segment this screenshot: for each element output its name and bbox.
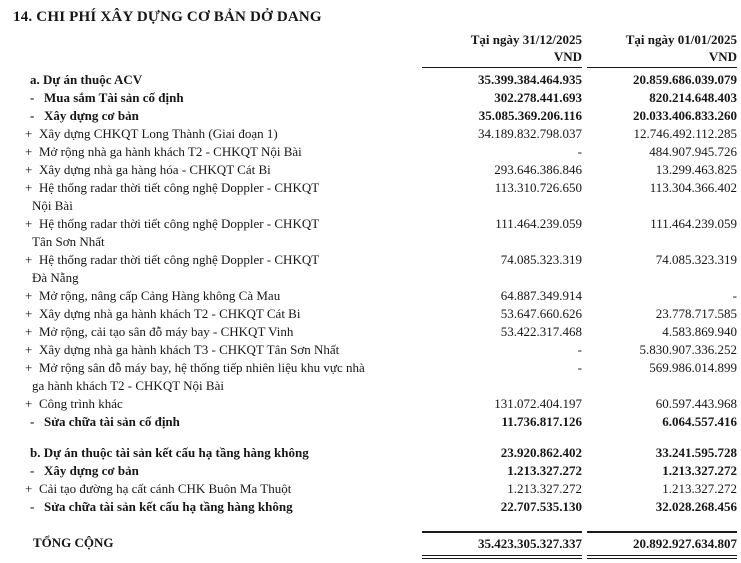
table-row xyxy=(13,89,737,107)
row-label-text: Sửa chữa tài sản cố định xyxy=(44,414,180,429)
table-row xyxy=(13,480,737,498)
row-value-current: 293.646.386.846 xyxy=(494,162,582,177)
row-value-current: 11.736.817.126 xyxy=(501,414,582,429)
row-value-current: 35.399.384.464.935 xyxy=(478,72,582,87)
row-label-line1 xyxy=(25,251,422,269)
row-prefix: + xyxy=(25,252,33,267)
row-value-current: 1.213.327.272 xyxy=(507,481,582,496)
row-label xyxy=(13,323,422,341)
row-label-line1 xyxy=(25,287,422,305)
row-label-line1 xyxy=(30,462,422,480)
row-label-line1 xyxy=(25,161,422,179)
row-label xyxy=(13,107,422,125)
table-row xyxy=(13,498,737,516)
row-value-current: 1.213.327.272 xyxy=(507,463,582,478)
row-spacer xyxy=(13,431,737,444)
row-label-line1 xyxy=(25,179,422,197)
table-row xyxy=(13,305,737,323)
table-body xyxy=(13,71,737,529)
row-prefix: - xyxy=(30,499,35,514)
total-row xyxy=(13,531,737,559)
row-prefix: + xyxy=(25,162,33,177)
row-label-text: Xây dựng nhà ga hành khách T2 - CHKQT Cát Bi xyxy=(39,306,301,321)
table-row xyxy=(13,107,737,125)
row-value-current: 74.085.323.319 xyxy=(500,252,582,267)
row-label-line1 xyxy=(25,305,422,323)
row-spacer xyxy=(13,516,737,529)
column-header-prior xyxy=(587,31,737,68)
column-header-prior-unit: VND xyxy=(708,49,737,64)
row-label xyxy=(13,89,422,107)
row-label xyxy=(13,251,422,287)
row-label xyxy=(13,125,422,143)
row-value-prior: 13.299.463.825 xyxy=(655,162,737,177)
row-value-current: 53.422.317.468 xyxy=(500,324,582,339)
row-label-line1 xyxy=(30,107,422,125)
row-prefix: + xyxy=(25,144,33,159)
row-prefix: + xyxy=(25,360,33,375)
row-value-prior: 60.597.443.968 xyxy=(655,396,737,411)
row-value-current: 23.920.862.402 xyxy=(500,445,582,460)
row-label xyxy=(13,287,422,305)
row-label-text: Xây dựng cơ bản xyxy=(44,108,139,123)
row-label-text: Xây dựng cơ bản xyxy=(44,463,139,478)
row-prefix: + xyxy=(25,126,33,141)
row-value-prior: 74.085.323.319 xyxy=(655,252,737,267)
row-label-line1 xyxy=(30,413,422,431)
row-prefix: + xyxy=(25,481,33,496)
table-row xyxy=(13,215,737,251)
row-prefix: - xyxy=(30,463,35,478)
row-prefix: + xyxy=(25,342,33,357)
table-row xyxy=(13,251,737,287)
table-header xyxy=(13,31,737,68)
row-label xyxy=(13,444,422,462)
row-label-text: Hệ thống radar thời tiết công nghệ Doppler - CHKQT xyxy=(39,216,320,231)
row-label-line1 xyxy=(25,215,422,233)
table-row xyxy=(13,125,737,143)
row-label-line1 xyxy=(25,341,422,359)
row-label-line1 xyxy=(25,480,422,498)
column-header-current xyxy=(422,31,582,68)
row-label xyxy=(13,179,422,215)
row-label-line1 xyxy=(30,89,422,107)
column-header-prior-date: Tại ngày 01/01/2025 xyxy=(625,32,737,47)
row-label-text: Hệ thống radar thời tiết công nghệ Doppler - CHKQT xyxy=(39,252,320,267)
row-prefix: + xyxy=(25,180,33,195)
table-row xyxy=(13,341,737,359)
row-label-line1 xyxy=(25,395,422,413)
table-row xyxy=(13,179,737,215)
row-value-prior: 4.583.869.940 xyxy=(662,324,737,339)
row-label-text: b. Dự án thuộc tài sản kết cấu hạ tầng hàng không xyxy=(30,445,309,460)
table-row xyxy=(13,323,737,341)
row-label xyxy=(13,215,422,251)
row-value-prior: - xyxy=(732,288,737,303)
table-row xyxy=(13,71,737,89)
total-value-current: 35.423.305.327.337 xyxy=(422,531,582,559)
row-value-current: 34.189.832.798.037 xyxy=(478,126,582,141)
row-value-prior: 6.064.557.416 xyxy=(662,414,737,429)
row-label-text: Hệ thống radar thời tiết công nghệ Doppler - CHKQT xyxy=(39,180,320,195)
row-value-current: - xyxy=(577,360,582,375)
row-label-text: a. Dự án thuộc ACV xyxy=(30,72,143,87)
total-label: TỔNG CỘNG xyxy=(33,535,114,550)
row-label xyxy=(13,71,422,89)
table-row xyxy=(13,413,737,431)
row-value-current: - xyxy=(577,144,582,159)
row-label-line1 xyxy=(30,71,422,89)
row-value-current: 131.072.404.197 xyxy=(494,396,582,411)
table-row xyxy=(13,359,737,395)
row-label-line2: Tân Sơn Nhất xyxy=(32,234,105,249)
row-value-current: - xyxy=(577,342,582,357)
row-prefix: + xyxy=(25,216,33,231)
row-label-line1 xyxy=(25,323,422,341)
table-row xyxy=(13,395,737,413)
row-label-line1 xyxy=(30,444,422,462)
row-prefix: - xyxy=(30,90,35,105)
row-value-prior: 820.214.648.403 xyxy=(649,90,737,105)
row-prefix: - xyxy=(30,108,35,123)
row-value-current: 302.278.441.693 xyxy=(494,90,582,105)
row-label-line2: Nội Bài xyxy=(32,198,73,213)
row-value-prior: 23.778.717.585 xyxy=(655,306,737,321)
row-label xyxy=(13,359,422,395)
row-value-prior: 569.986.014.899 xyxy=(649,360,737,375)
row-value-current: 35.085.369.206.116 xyxy=(478,108,582,123)
table-row xyxy=(13,287,737,305)
row-value-current: 22.707.535.130 xyxy=(500,499,582,514)
row-label-text: Xây dựng nhà ga hành khách T3 - CHKQT Tân Sơn Nhất xyxy=(39,342,340,357)
column-header-current-unit: VND xyxy=(553,49,582,64)
row-label-line1 xyxy=(25,359,422,377)
row-value-prior: 20.033.406.833.260 xyxy=(633,108,737,123)
row-value-prior: 484.907.945.726 xyxy=(649,144,737,159)
row-label-text: Mua sắm Tài sản cố định xyxy=(44,90,184,105)
table-row xyxy=(13,444,737,462)
row-prefix: + xyxy=(25,288,33,303)
row-label-text: Mở rộng sân đỗ máy bay, hệ thống tiếp nhiên liệu khu vực nhà xyxy=(39,360,365,375)
row-label xyxy=(13,480,422,498)
row-value-prior: 1.213.327.272 xyxy=(662,463,737,478)
row-label-line2: Đà Nẵng xyxy=(32,270,79,285)
row-label-text: Sửa chữa tài sản kết cấu hạ tầng hàng không xyxy=(44,499,293,514)
total-value-prior: 20.892.927.634.807 xyxy=(587,531,737,559)
row-value-prior: 20.859.686.039.079 xyxy=(633,72,737,87)
row-value-prior: 32.028.268.456 xyxy=(655,499,737,514)
row-label-text: Công trình khác xyxy=(39,396,123,411)
row-label xyxy=(13,413,422,431)
row-value-prior: 12.746.492.112.285 xyxy=(633,126,737,141)
row-prefix: - xyxy=(30,414,35,429)
row-prefix: + xyxy=(25,396,33,411)
row-value-current: 53.647.660.626 xyxy=(500,306,582,321)
row-prefix: + xyxy=(25,306,33,321)
row-value-current: 113.310.726.650 xyxy=(494,180,582,195)
row-label-text: Mở rộng, cải tạo sân đỗ máy bay - CHKQT Vinh xyxy=(39,324,294,339)
row-label xyxy=(13,341,422,359)
table-row xyxy=(13,161,737,179)
row-label-text: Mở rộng nhà ga hành khách T2 - CHKQT Nội Bài xyxy=(39,144,302,159)
row-label-line2: ga hành khách T2 - CHKQT Nội Bài xyxy=(32,378,224,393)
row-label-text: Cải tạo đường hạ cất cánh CHK Buôn Ma Thuột xyxy=(39,481,292,496)
row-label-text: Xây dựng nhà ga hàng hóa - CHKQT Cát Bi xyxy=(39,162,271,177)
table-row xyxy=(13,462,737,480)
row-value-current: 64.887.349.914 xyxy=(500,288,582,303)
row-label xyxy=(13,498,422,516)
row-prefix: + xyxy=(25,324,33,339)
row-value-prior: 1.213.327.272 xyxy=(662,481,737,496)
page-title: 14. CHI PHÍ XÂY DỰNG CƠ BẢN DỞ DANG xyxy=(13,9,322,25)
row-label-text: Xây dựng CHKQT Long Thành (Giai đoạn 1) xyxy=(39,126,278,141)
table-row xyxy=(13,143,737,161)
row-value-prior: 113.304.366.402 xyxy=(649,180,737,195)
row-value-prior: 5.830.907.336.252 xyxy=(639,342,737,357)
row-value-prior: 33.241.595.728 xyxy=(655,445,737,460)
row-label-line1 xyxy=(30,498,422,516)
row-label xyxy=(13,143,422,161)
row-value-current: 111.464.239.059 xyxy=(495,216,582,231)
row-label xyxy=(13,161,422,179)
row-label-line1 xyxy=(25,125,422,143)
row-value-prior: 111.464.239.059 xyxy=(650,216,737,231)
row-label-text: Mở rộng, nâng cấp Cảng Hàng không Cà Mau xyxy=(39,288,281,303)
column-header-current-date: Tại ngày 31/12/2025 xyxy=(470,32,582,47)
row-label xyxy=(13,462,422,480)
row-label xyxy=(13,305,422,323)
row-label xyxy=(13,395,422,413)
row-label-line1 xyxy=(25,143,422,161)
